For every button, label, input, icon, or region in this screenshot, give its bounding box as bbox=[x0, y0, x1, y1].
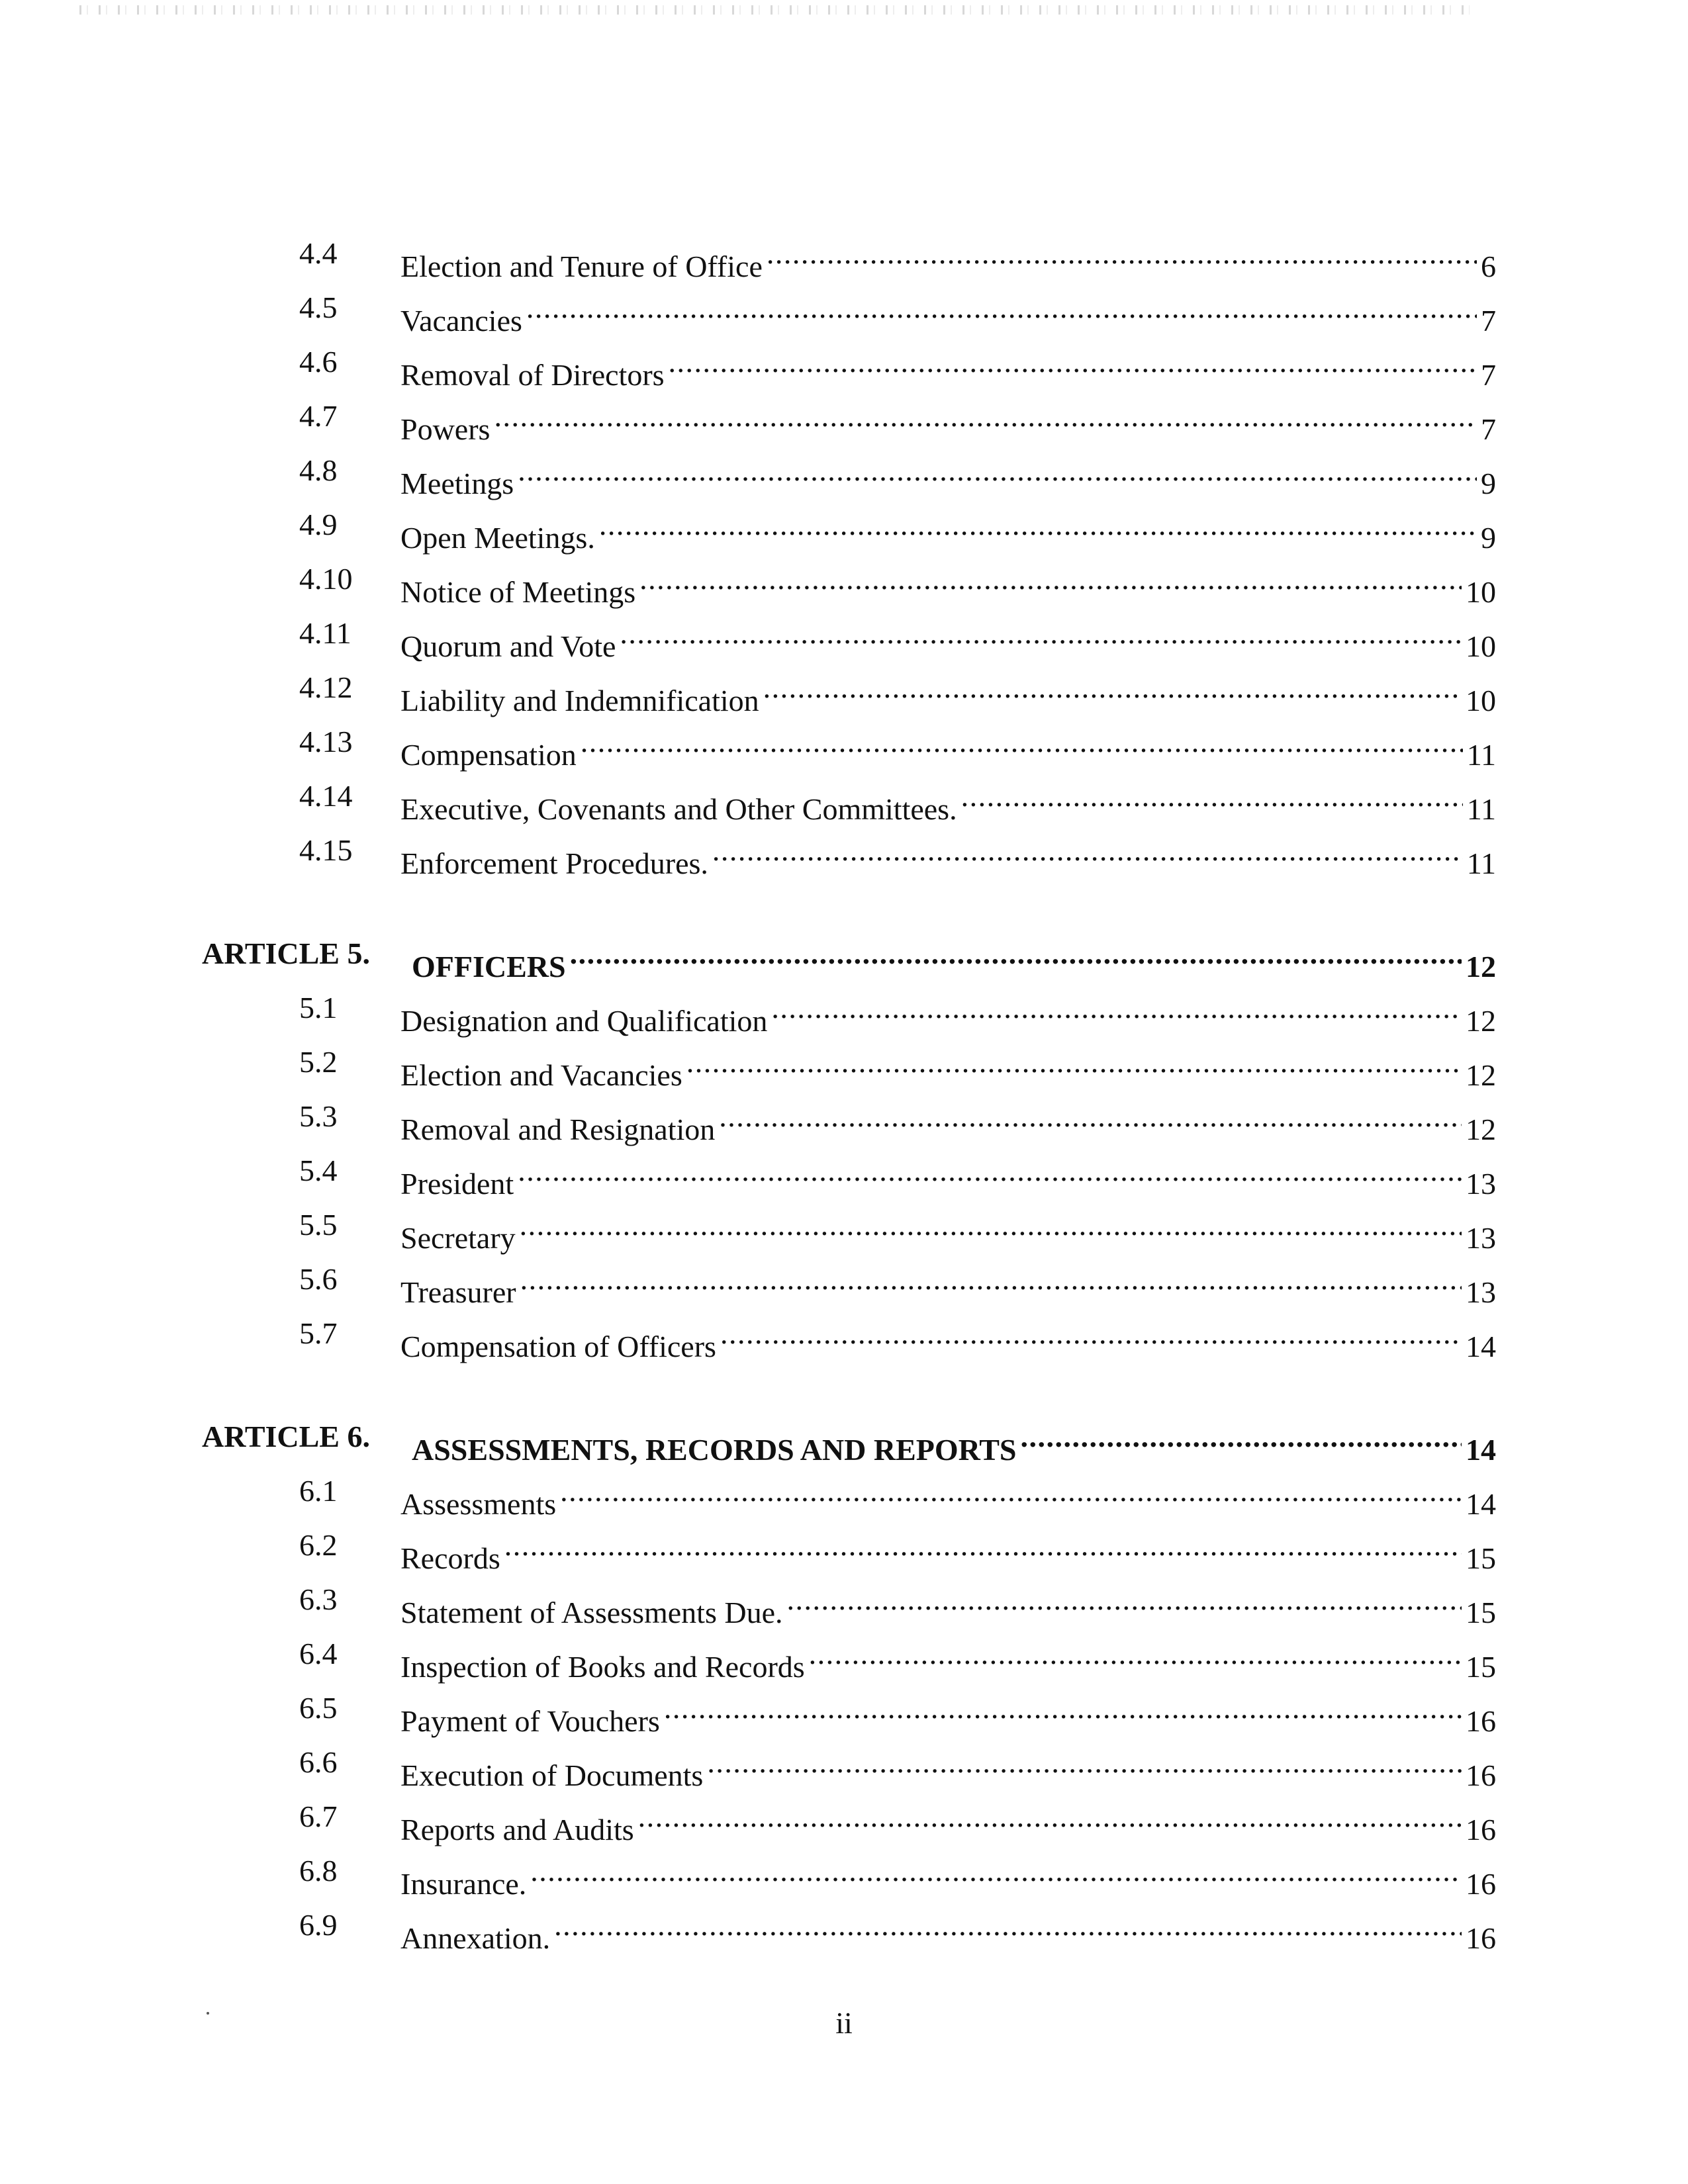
dot-leader bbox=[639, 556, 1462, 602]
toc-entry-title: Removal of Directors bbox=[400, 358, 665, 392]
dot-leader bbox=[526, 285, 1477, 331]
dot-leader bbox=[809, 1631, 1462, 1677]
toc-entry-number: 5.4 bbox=[299, 1154, 338, 1187]
toc-entry-title: Election and Vacancies bbox=[400, 1058, 682, 1092]
toc-entry-page: 11 bbox=[1466, 792, 1496, 826]
toc-entry-4-11[interactable] bbox=[0, 610, 1688, 663]
toc-entry-title: Notice of Meetings bbox=[400, 575, 636, 609]
toc-entry-page: 7 bbox=[1481, 358, 1496, 392]
dot-leader bbox=[638, 1794, 1462, 1840]
toc-entry-5-5[interactable] bbox=[0, 1202, 1688, 1255]
toc-entry-title: Compensation of Officers bbox=[400, 1330, 716, 1363]
toc-entry-title: Compensation bbox=[400, 738, 577, 772]
toc-entry-number: 4.8 bbox=[299, 453, 338, 487]
toc-entry-number: 5.1 bbox=[299, 991, 338, 1024]
toc-entry-page: 6 bbox=[1481, 250, 1496, 283]
toc-entry-number: 4.10 bbox=[299, 562, 353, 596]
toc-entry-page: 9 bbox=[1481, 467, 1496, 500]
toc-entry-number: 4.13 bbox=[299, 725, 353, 758]
toc-entry-6-4[interactable] bbox=[0, 1631, 1688, 1684]
toc-entry-6-8[interactable] bbox=[0, 1848, 1688, 1901]
toc-entry-number: 5.5 bbox=[299, 1208, 338, 1242]
toc-entry-4-7[interactable] bbox=[0, 393, 1688, 446]
toc-entry-number: 6.4 bbox=[299, 1637, 338, 1670]
toc-entry-page: 12 bbox=[1466, 1004, 1496, 1038]
toc-entry-title: Quorum and Vote bbox=[400, 629, 616, 663]
toc-entry-number: 4.7 bbox=[299, 399, 338, 433]
toc-entry-number: 4.5 bbox=[299, 291, 338, 324]
toc-article-6[interactable] bbox=[0, 1414, 1688, 1467]
dot-leader bbox=[518, 1148, 1462, 1194]
toc-entry-page: 15 bbox=[1466, 1650, 1496, 1684]
toc-entry-4-8[interactable] bbox=[0, 447, 1688, 500]
toc-entry-6-9[interactable] bbox=[0, 1902, 1688, 1955]
toc-article-number: ARTICLE 5. bbox=[202, 936, 370, 970]
toc-entry-5-6[interactable] bbox=[0, 1256, 1688, 1309]
toc-entry-number: 4.11 bbox=[299, 616, 352, 650]
dot-leader bbox=[554, 1902, 1462, 1948]
toc-entry-6-7[interactable] bbox=[0, 1794, 1688, 1846]
toc-entry-number: 5.7 bbox=[299, 1316, 338, 1350]
toc-entry-number: 6.1 bbox=[299, 1474, 338, 1508]
dot-leader bbox=[570, 931, 1462, 977]
toc-entry-title: Removal and Resignation bbox=[400, 1113, 716, 1146]
toc-entry-4-15[interactable] bbox=[0, 827, 1688, 880]
toc-entry-title: Liability and Indemnification bbox=[400, 684, 759, 717]
toc-entry-number: 6.6 bbox=[299, 1745, 338, 1779]
toc-article-page: 12 bbox=[1466, 950, 1496, 983]
toc-entry-title: Vacancies bbox=[400, 304, 522, 338]
toc-entry-title: Treasurer bbox=[400, 1275, 516, 1309]
toc-entry-page: 16 bbox=[1466, 1813, 1496, 1846]
toc-entry-number: 6.3 bbox=[299, 1582, 338, 1616]
toc-entry-title: Statement of Assessments Due. bbox=[400, 1596, 783, 1629]
toc-entry-page: 16 bbox=[1466, 1758, 1496, 1792]
toc-entry-6-2[interactable] bbox=[0, 1522, 1688, 1575]
dot-leader bbox=[767, 230, 1477, 277]
toc-entry-6-1[interactable] bbox=[0, 1468, 1688, 1521]
toc-entry-page: 10 bbox=[1466, 684, 1496, 717]
dot-leader bbox=[707, 1739, 1462, 1786]
dot-leader bbox=[620, 610, 1462, 657]
toc-entry-4-4[interactable] bbox=[0, 230, 1688, 283]
toc-entry-number: 6.2 bbox=[299, 1528, 338, 1562]
toc-entry-title: Inspection of Books and Records bbox=[400, 1650, 805, 1684]
toc-entry-number: 4.15 bbox=[299, 833, 353, 867]
toc-entry-number: 5.2 bbox=[299, 1045, 338, 1079]
toc-entry-page: 15 bbox=[1466, 1596, 1496, 1629]
toc-entry-5-3[interactable] bbox=[0, 1093, 1688, 1146]
toc-entry-number: 4.6 bbox=[299, 345, 338, 379]
toc-entry-number: 4.9 bbox=[299, 508, 338, 541]
dot-leader bbox=[712, 827, 1463, 874]
dot-leader bbox=[1021, 1414, 1462, 1460]
toc-entry-page: 12 bbox=[1466, 1113, 1496, 1146]
toc-entry-title: Designation and Qualification bbox=[400, 1004, 768, 1038]
dot-leader bbox=[771, 985, 1462, 1031]
toc-entry-4-13[interactable] bbox=[0, 719, 1688, 772]
dot-leader bbox=[669, 339, 1477, 385]
toc-entry-page: 7 bbox=[1481, 412, 1496, 446]
toc-entry-4-5[interactable] bbox=[0, 285, 1688, 338]
toc-entry-6-3[interactable] bbox=[0, 1576, 1688, 1629]
toc-entry-page: 12 bbox=[1466, 1058, 1496, 1092]
toc-entry-title: Meetings bbox=[400, 467, 514, 500]
toc-entry-number: 5.3 bbox=[299, 1099, 338, 1133]
toc-entry-title: Insurance. bbox=[400, 1867, 527, 1901]
toc-entry-title: Open Meetings. bbox=[400, 521, 595, 555]
toc-entry-page: 16 bbox=[1466, 1921, 1496, 1955]
toc-entry-4-6[interactable] bbox=[0, 339, 1688, 392]
toc-entry-number: 4.4 bbox=[299, 236, 338, 270]
toc-entry-6-6[interactable] bbox=[0, 1739, 1688, 1792]
toc-entry-page: 13 bbox=[1466, 1275, 1496, 1309]
toc-entry-title: Secretary bbox=[400, 1221, 516, 1255]
dot-leader bbox=[520, 1256, 1462, 1302]
toc-entry-5-1[interactable] bbox=[0, 985, 1688, 1038]
dot-leader bbox=[560, 1468, 1462, 1514]
toc-entry-page: 7 bbox=[1481, 304, 1496, 338]
toc-entry-4-9[interactable] bbox=[0, 502, 1688, 555]
toc-entry-page: 11 bbox=[1466, 846, 1496, 880]
toc-entry-4-10[interactable] bbox=[0, 556, 1688, 609]
toc-entry-page: 13 bbox=[1466, 1167, 1496, 1201]
toc-entry-page: 14 bbox=[1466, 1487, 1496, 1521]
toc-entry-title: Enforcement Procedures. bbox=[400, 846, 708, 880]
dot-leader bbox=[518, 447, 1477, 494]
dot-leader bbox=[720, 1310, 1462, 1357]
toc-entry-page: 13 bbox=[1466, 1221, 1496, 1255]
toc-article-number: ARTICLE 6. bbox=[202, 1420, 370, 1453]
toc-entry-title: Payment of Vouchers bbox=[400, 1704, 660, 1738]
toc-entry-title: Execution of Documents bbox=[400, 1758, 704, 1792]
toc-entry-number: 4.14 bbox=[299, 779, 353, 813]
toc-entry-title: Reports and Audits bbox=[400, 1813, 634, 1846]
toc-entry-4-14[interactable] bbox=[0, 773, 1688, 826]
toc-article-5[interactable] bbox=[0, 931, 1688, 983]
toc-entry-5-2[interactable] bbox=[0, 1039, 1688, 1092]
toc-entry-page: 11 bbox=[1466, 738, 1496, 772]
toc-entry-title: Annexation. bbox=[400, 1921, 551, 1955]
dot-leader bbox=[961, 773, 1463, 819]
page-number-footer: ii bbox=[835, 2006, 853, 2040]
toc-entry-4-12[interactable] bbox=[0, 664, 1688, 717]
dot-leader bbox=[504, 1522, 1462, 1569]
toc-entry-number: 6.9 bbox=[299, 1908, 338, 1942]
dot-leader bbox=[763, 664, 1462, 711]
dot-leader bbox=[664, 1685, 1462, 1731]
dot-leader bbox=[599, 502, 1477, 548]
scan-artifact-strip bbox=[79, 5, 1470, 15]
toc-entry-number: 6.8 bbox=[299, 1854, 338, 1888]
dot-leader bbox=[719, 1093, 1462, 1140]
toc-article-page: 14 bbox=[1466, 1433, 1496, 1467]
toc-entry-title: Powers bbox=[400, 412, 491, 446]
dot-leader bbox=[686, 1039, 1462, 1085]
toc-entry-number: 5.6 bbox=[299, 1262, 338, 1296]
toc-entry-5-4[interactable] bbox=[0, 1148, 1688, 1201]
toc-entry-page: 15 bbox=[1466, 1541, 1496, 1575]
toc-entry-number: 6.7 bbox=[299, 1799, 338, 1833]
toc-entry-page: 16 bbox=[1466, 1704, 1496, 1738]
toc-entry-page: 16 bbox=[1466, 1867, 1496, 1901]
dot-leader bbox=[581, 719, 1463, 765]
dot-leader bbox=[494, 393, 1477, 439]
toc-entry-page: 10 bbox=[1466, 575, 1496, 609]
dot-leader bbox=[520, 1202, 1462, 1248]
dot-leader bbox=[530, 1848, 1462, 1894]
dot-leader bbox=[787, 1576, 1462, 1623]
toc-article-title: OFFICERS bbox=[412, 950, 566, 983]
toc-entry-page: 14 bbox=[1466, 1330, 1496, 1363]
toc-entry-title: Election and Tenure of Office bbox=[400, 250, 763, 283]
toc-entry-6-5[interactable] bbox=[0, 1685, 1688, 1738]
toc-entry-page: 9 bbox=[1481, 521, 1496, 555]
toc-article-title: ASSESSMENTS, RECORDS AND REPORTS bbox=[412, 1433, 1017, 1467]
toc-entry-title: President bbox=[400, 1167, 514, 1201]
toc-entry-title: Assessments bbox=[400, 1487, 557, 1521]
toc-entry-title: Executive, Covenants and Other Committees. bbox=[400, 792, 957, 826]
toc-entry-title: Records bbox=[400, 1541, 500, 1575]
toc-entry-5-7[interactable] bbox=[0, 1310, 1688, 1363]
toc-entry-page: 10 bbox=[1466, 629, 1496, 663]
toc-entry-number: 6.5 bbox=[299, 1691, 338, 1725]
toc-entry-number: 4.12 bbox=[299, 670, 353, 704]
